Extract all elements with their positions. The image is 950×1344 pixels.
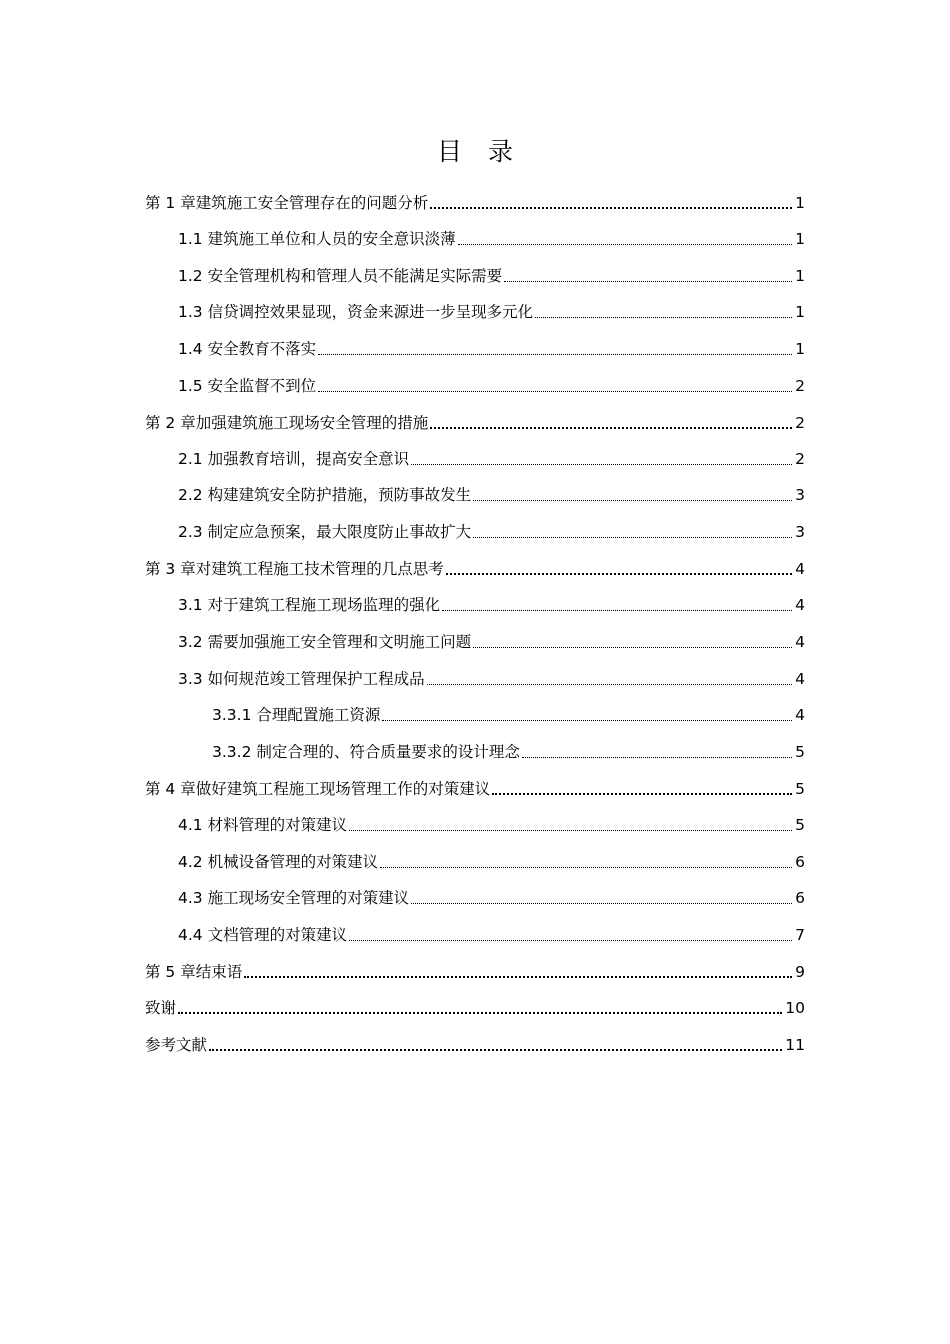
toc-entry-label: 1.1 建筑施工单位和人员的安全意识淡薄 xyxy=(178,230,456,248)
toc-entry-4-2[interactable] xyxy=(178,847,805,873)
toc-entry-page: 4 xyxy=(795,706,805,724)
toc-entry-page: 1 xyxy=(795,303,805,321)
toc-entry-4-1[interactable] xyxy=(178,810,805,836)
toc-entry-page: 2 xyxy=(795,377,805,395)
toc-entry-2-1[interactable] xyxy=(178,444,805,470)
toc-leader-dots xyxy=(382,720,792,721)
toc-entry-3-3-1[interactable] xyxy=(212,700,805,726)
toc-entry-ch5[interactable] xyxy=(145,957,805,983)
toc-entry-label: 2.3 制定应急预案，最大限度防止事故扩大 xyxy=(178,523,472,541)
toc-entry-ch4[interactable] xyxy=(145,774,805,800)
toc-leader-dots xyxy=(380,867,792,868)
toc-entry-page: 4 xyxy=(795,633,805,651)
toc-leader-dots xyxy=(446,573,792,575)
toc-entry-page: 5 xyxy=(795,816,805,834)
toc-entry-page: 3 xyxy=(795,486,805,504)
toc-entry-3-3[interactable] xyxy=(178,664,805,690)
toc-leader-dots xyxy=(430,207,792,209)
toc-leader-dots xyxy=(427,684,793,685)
toc-entry-label: 3.3.1 合理配置施工资源 xyxy=(212,706,381,724)
toc-leader-dots xyxy=(535,317,792,318)
toc-entry-page: 5 xyxy=(795,780,805,798)
toc-entry-label: 第 3 章对建筑工程施工技术管理的几点思考 xyxy=(145,560,444,578)
toc-entry-label: 第 2 章加强建筑施工现场安全管理的措施 xyxy=(145,414,429,432)
toc-entry-label: 2.1 加强教育培训，提高安全意识 xyxy=(178,450,410,468)
toc-entry-page: 1 xyxy=(795,230,805,248)
toc-leader-dots xyxy=(504,281,792,282)
toc-entry-label: 致谢 xyxy=(145,999,177,1017)
toc-leader-dots xyxy=(473,647,792,648)
toc-entry-3-2[interactable] xyxy=(178,627,805,653)
toc-entry-acknowledgements[interactable] xyxy=(145,993,805,1019)
toc-entry-page: 9 xyxy=(795,963,805,981)
toc-entry-page: 6 xyxy=(795,853,805,871)
toc-entry-references[interactable] xyxy=(145,1030,805,1056)
toc-leader-dots xyxy=(318,354,792,355)
toc-entry-label: 2.2 构建建筑安全防护措施，预防事故发生 xyxy=(178,486,472,504)
toc-entry-page: 2 xyxy=(795,414,805,432)
toc-entry-page: 7 xyxy=(795,926,805,944)
toc-entry-label: 1.4 安全教育不落实 xyxy=(178,340,317,358)
toc-leader-dots xyxy=(411,464,792,465)
toc-entry-label: 4.4 文档管理的对策建议 xyxy=(178,926,348,944)
toc-entry-page: 2 xyxy=(795,450,805,468)
toc-leader-dots xyxy=(178,1012,782,1014)
toc-entry-label: 1.5 安全监督不到位 xyxy=(178,377,317,395)
toc-entry-label: 4.2 机械设备管理的对策建议 xyxy=(178,853,379,871)
toc-entry-3-1[interactable] xyxy=(178,590,805,616)
toc-entry-label: 3.2 需要加强施工安全管理和文明施工问题 xyxy=(178,633,472,651)
toc-entry-1-4[interactable] xyxy=(178,334,805,360)
toc-entry-ch1[interactable] xyxy=(145,188,805,214)
toc-leader-dots xyxy=(522,757,792,758)
toc-leader-dots xyxy=(430,427,792,429)
toc-leader-dots xyxy=(244,976,792,978)
toc-leader-dots xyxy=(349,940,792,941)
toc-leader-dots xyxy=(492,793,792,795)
toc-leader-dots xyxy=(473,500,792,501)
toc-entry-label: 参考文献 xyxy=(145,1036,208,1054)
toc-leader-dots xyxy=(442,610,792,611)
toc-entry-4-3[interactable] xyxy=(178,883,805,909)
toc-entry-1-1[interactable] xyxy=(178,224,805,250)
toc-entry-page: 1 xyxy=(795,340,805,358)
toc-entry-label: 第 4 章做好建筑工程施工现场管理工作的对策建议 xyxy=(145,780,491,798)
toc-leader-dots xyxy=(209,1049,782,1051)
toc-entry-label: 4.1 材料管理的对策建议 xyxy=(178,816,348,834)
toc-entry-label: 第 1 章建筑施工安全管理存在的问题分析 xyxy=(145,194,429,212)
toc-entry-label: 3.3 如何规范竣工管理保护工程成品 xyxy=(178,670,425,688)
toc-entry-label: 3.3.2 制定合理的、符合质量要求的设计理念 xyxy=(212,743,520,761)
toc-entry-page: 1 xyxy=(795,267,805,285)
toc-leader-dots xyxy=(349,830,792,831)
toc-entry-1-2[interactable] xyxy=(178,261,805,287)
toc-entry-page: 3 xyxy=(795,523,805,541)
toc-entry-label: 4.3 施工现场安全管理的对策建议 xyxy=(178,889,410,907)
toc-title: 目录 xyxy=(436,137,539,166)
toc-entry-2-2[interactable] xyxy=(178,480,805,506)
toc-leader-dots xyxy=(473,537,792,538)
toc-leader-dots xyxy=(458,244,793,245)
toc-entry-page: 5 xyxy=(795,743,805,761)
toc-entry-ch2[interactable] xyxy=(145,408,805,434)
toc-entry-page: 1 xyxy=(795,194,805,212)
toc-entry-3-3-2[interactable] xyxy=(212,737,805,763)
toc-entry-page: 4 xyxy=(795,596,805,614)
toc-entry-1-3[interactable] xyxy=(178,297,805,323)
toc-entry-2-3[interactable] xyxy=(178,517,805,543)
toc-entry-label: 1.3 信贷调控效果显现，资金来源进一步呈现多元化 xyxy=(178,303,534,321)
toc-entry-page: 6 xyxy=(795,889,805,907)
toc-entry-page: 11 xyxy=(785,1036,805,1054)
toc-entry-label: 3.1 对于建筑工程施工现场监理的强化 xyxy=(178,596,441,614)
toc-entry-label: 第 5 章结束语 xyxy=(145,963,243,981)
toc-entry-page: 4 xyxy=(795,670,805,688)
toc-entry-page: 10 xyxy=(785,999,805,1017)
toc-leader-dots xyxy=(411,903,792,904)
toc-entry-label: 1.2 安全管理机构和管理人员不能满足实际需要 xyxy=(178,267,503,285)
toc-entry-4-4[interactable] xyxy=(178,920,805,946)
toc-entry-1-5[interactable] xyxy=(178,371,805,397)
toc-entry-page: 4 xyxy=(795,560,805,578)
toc-leader-dots xyxy=(318,391,792,392)
toc-entry-ch3[interactable] xyxy=(145,554,805,580)
